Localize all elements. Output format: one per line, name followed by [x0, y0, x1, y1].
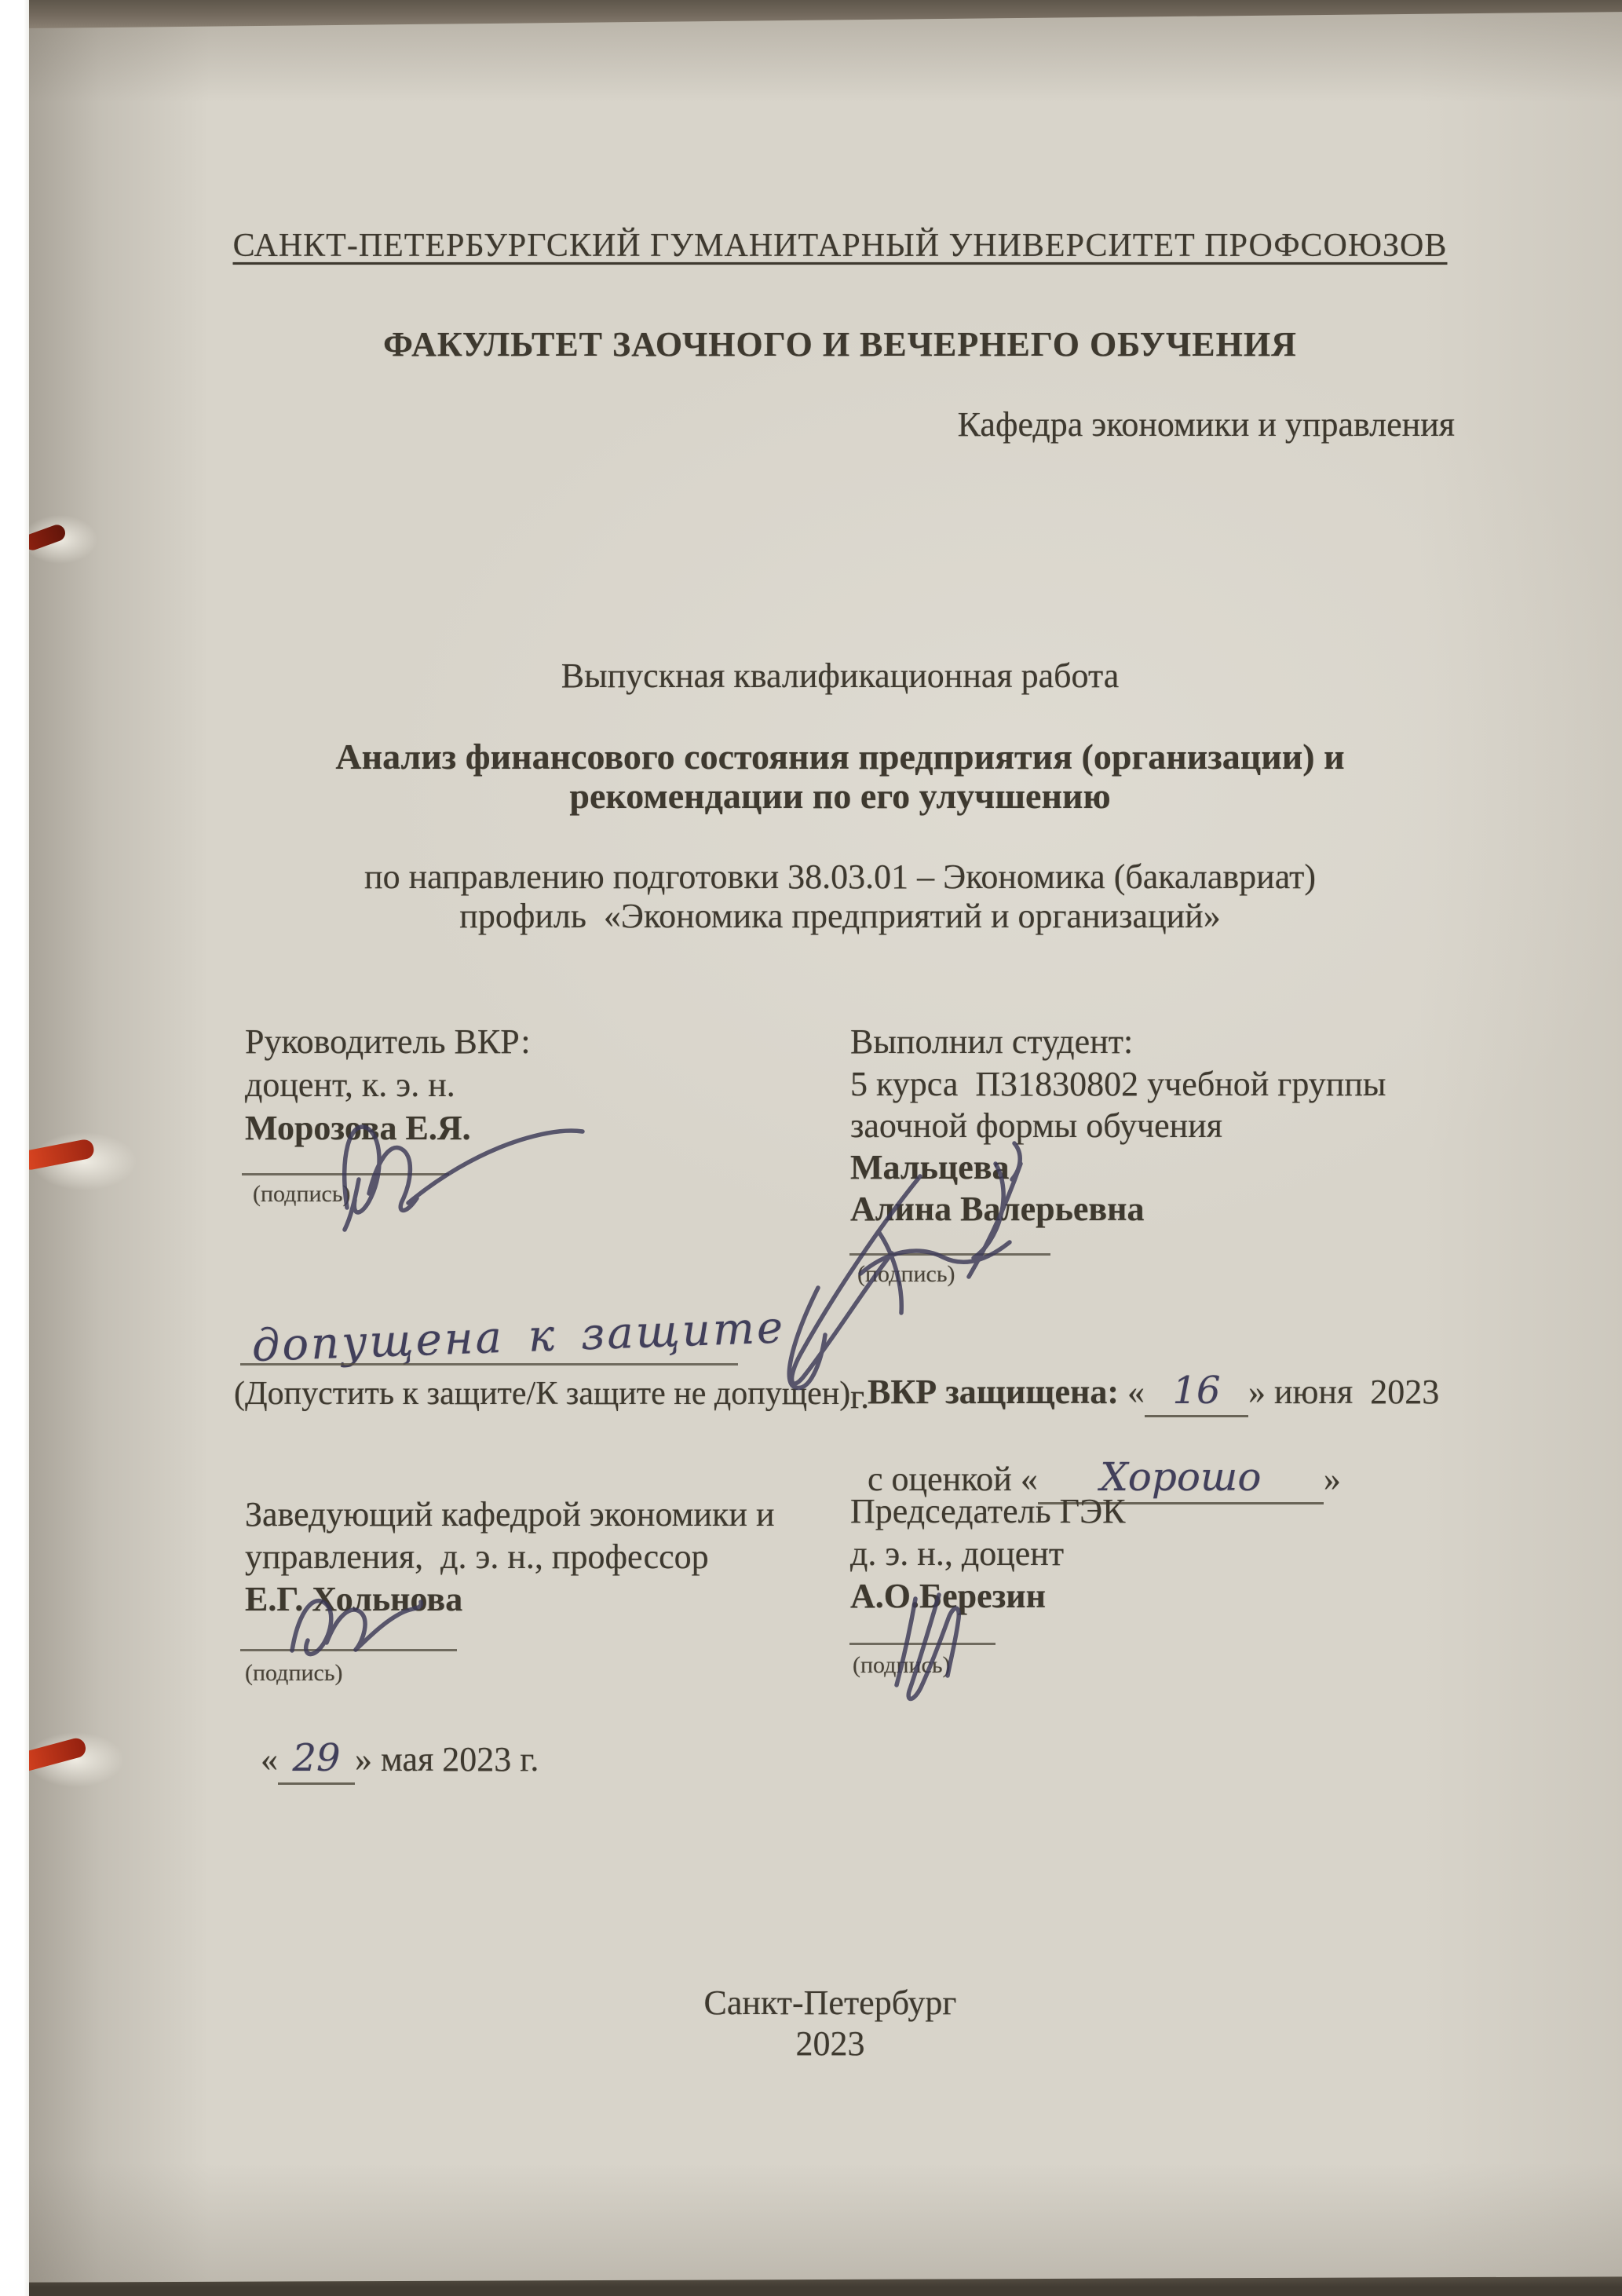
- head-date-handwritten: 29: [292, 1736, 341, 1780]
- quote-close: »: [1248, 1373, 1274, 1411]
- admission-caption: (Допустить к защите/К защите не допущен): [234, 1376, 851, 1412]
- study-profile: профиль «Экономика предприятий и организаций»: [459, 897, 1221, 935]
- student-form-line: заочной формы обучения: [850, 1106, 1222, 1145]
- defense-date-line: [850, 1327, 1439, 1416]
- faculty-name: ФАКУЛЬТЕТ ЗАОЧНОГО И ВЕЧЕРНЕГО ОБУЧЕНИЯ: [383, 325, 1297, 364]
- defense-year-suffix: г.: [850, 1377, 870, 1416]
- head-line1: Заведующий кафедрой экономики и: [245, 1495, 775, 1534]
- defense-day-handwritten: 16: [1172, 1369, 1221, 1413]
- supervisor-signature-line: [242, 1173, 449, 1175]
- chairman-signature-caption: (подпись): [853, 1652, 951, 1678]
- thesis-title-line1: Анализ финансового состояния предприятия (организации) и: [335, 737, 1345, 777]
- chairman-signature-line: [849, 1643, 995, 1645]
- supervisor-label: Руководитель ВКР:: [245, 1022, 531, 1061]
- study-direction: по направлению подготовки 38.03.01 – Экономика (бакалавриат): [364, 857, 1316, 896]
- year: 2023: [795, 2024, 865, 2063]
- grade-suffix: »: [1323, 1460, 1341, 1498]
- student-signature-caption: (подпись): [857, 1261, 955, 1287]
- head-date-rest: » мая 2023 г.: [355, 1740, 539, 1779]
- student-signature-line: [849, 1253, 1050, 1256]
- defense-month-year: июня 2023: [1274, 1373, 1440, 1411]
- quote-open: «: [1127, 1373, 1145, 1411]
- supervisor-name: Морозова Е.Я.: [245, 1109, 471, 1147]
- grade-prefix: с оценкой «: [868, 1460, 1038, 1498]
- defense-grade-line: [850, 1413, 1341, 1503]
- defense-day-field: [1145, 1369, 1248, 1417]
- work-type: Выпускная квалификационная работа: [561, 656, 1120, 695]
- supervisor-degree: доцент, к. э. н.: [245, 1066, 455, 1104]
- chairman-name: А.О.Березин: [850, 1577, 1047, 1615]
- supervisor-signature-caption: (подпись): [253, 1181, 351, 1207]
- student-given-names: Алина Валерьевна: [850, 1190, 1145, 1228]
- grade-handwritten: Хорошо: [1100, 1454, 1262, 1500]
- head-date-line: [243, 1695, 539, 1783]
- head-date-field: [278, 1737, 355, 1785]
- thesis-title-line2: рекомендации по его улучшению: [569, 776, 1111, 816]
- head-signature-line: [240, 1649, 457, 1651]
- chairman-line2: д. э. н., доцент: [850, 1534, 1065, 1573]
- chairman-line1: Председатель ГЭК: [850, 1492, 1126, 1530]
- student-label: Выполнил студент:: [850, 1022, 1134, 1061]
- head-signature-caption: (подпись): [245, 1660, 343, 1686]
- student-surname: Мальцева: [850, 1148, 1010, 1186]
- admission-decision-handwriting: допущена к защите: [250, 1302, 787, 1372]
- city: Санкт-Петербург: [703, 1983, 957, 2022]
- head-line2: управления, д. э. н., профессор: [245, 1537, 709, 1576]
- admission-line: [240, 1363, 738, 1366]
- university-name: САНКТ-ПЕТЕРБУРГСКИЙ ГУМАНИТАРНЫЙ УНИВЕРСИТЕТ ПРОФСОЮЗОВ: [232, 228, 1448, 264]
- defense-label: ВКР защищена:: [868, 1373, 1127, 1411]
- scan-left-margin: [0, 0, 29, 2296]
- quote-open: «: [261, 1740, 278, 1779]
- head-name: Е.Г. Хольнова: [245, 1580, 463, 1618]
- department-name: Кафедра экономики и управления: [957, 405, 1455, 444]
- student-group-line: 5 курса ПЗ1830802 учебной группы: [850, 1065, 1386, 1103]
